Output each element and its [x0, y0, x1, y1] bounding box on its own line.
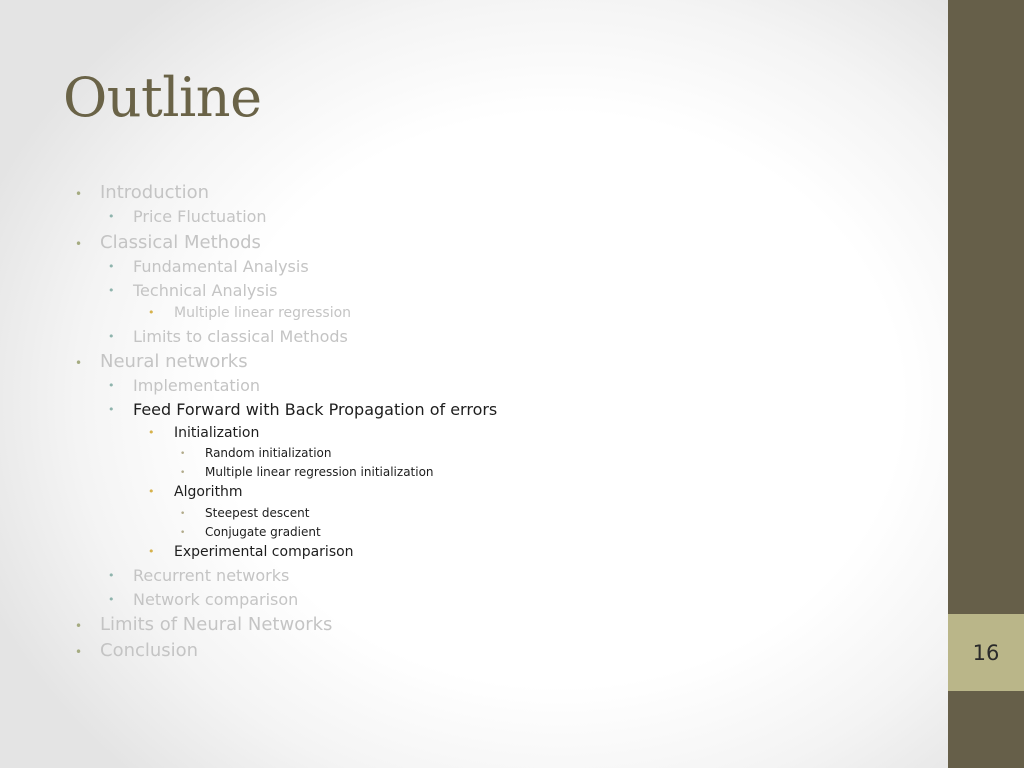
- bullet-icon: •: [108, 379, 115, 392]
- outline-item-label: Random initialization: [205, 446, 332, 460]
- page-number: 16: [972, 641, 1000, 665]
- bullet-icon: •: [75, 187, 83, 201]
- bullet-icon: •: [75, 619, 83, 633]
- bullet-icon: •: [180, 449, 186, 459]
- bullet-icon: •: [148, 485, 155, 498]
- bullet-icon: •: [108, 403, 115, 416]
- bullet-icon: •: [108, 284, 115, 297]
- bullet-icon: •: [75, 237, 83, 251]
- bullet-icon: •: [75, 356, 83, 370]
- outline-item-label: Conclusion: [100, 640, 199, 661]
- outline-item-label: Multiple linear regression: [174, 305, 352, 321]
- outline-item-label: Neural networks: [100, 351, 248, 372]
- outline-item-label: Conjugate gradient: [205, 525, 321, 539]
- bullet-icon: •: [75, 645, 83, 659]
- bullet-icon: •: [180, 509, 186, 519]
- outline-item-label: Fundamental Analysis: [133, 257, 309, 276]
- page-number-box: [948, 614, 1024, 691]
- bullet-icon: •: [148, 306, 155, 319]
- outline-item-label: Introduction: [100, 182, 210, 203]
- outline-item-label: Limits to classical Methods: [133, 327, 348, 346]
- bullet-icon: •: [108, 260, 115, 273]
- bullet-icon: •: [108, 569, 115, 582]
- outline-item-label: Steepest descent: [205, 506, 310, 520]
- bullet-icon: •: [148, 426, 155, 439]
- outline-item-label: Algorithm: [174, 484, 243, 500]
- outline-item-label: Implementation: [133, 376, 261, 395]
- outline-item-label: Experimental comparison: [174, 544, 354, 560]
- outline-item-label: Network comparison: [133, 590, 299, 609]
- bullet-icon: •: [148, 545, 155, 558]
- outline-item-label: Initialization: [174, 425, 260, 441]
- outline-item-label: Feed Forward with Back Propagation of errors: [133, 400, 498, 419]
- outline-item-label: Technical Analysis: [133, 281, 278, 300]
- slide-title: Outline: [63, 66, 262, 129]
- outline-item-label: Classical Methods: [100, 232, 261, 253]
- bullet-icon: •: [108, 593, 115, 606]
- outline-item-label: Multiple linear regression initialization: [205, 465, 434, 479]
- bullet-icon: •: [180, 468, 186, 478]
- outline-item-label: Recurrent networks: [133, 566, 290, 585]
- bullet-icon: •: [108, 210, 115, 223]
- bullet-icon: •: [180, 528, 186, 538]
- outline-item-label: Limits of Neural Networks: [100, 614, 333, 635]
- outline-item-label: Price Fluctuation: [133, 207, 267, 226]
- bullet-icon: •: [108, 330, 115, 343]
